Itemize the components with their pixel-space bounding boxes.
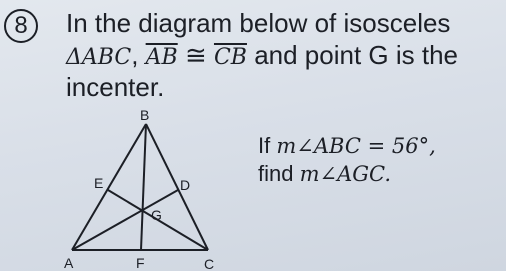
side-ab: [72, 124, 146, 250]
find-word: find: [258, 161, 294, 186]
bisector-bf: [141, 124, 146, 250]
problem-text-line-3: incenter.: [66, 72, 165, 102]
problem-text-line-2: ΔABC, $\overline{AB}$ ≅ $\overline{CB}$ and point G is the: [66, 40, 459, 70]
target-angle: m∠AGC.: [299, 162, 392, 186]
question-line-2: [258, 160, 391, 188]
triangle-name: ΔABC: [66, 45, 132, 70]
label-d: D: [180, 177, 191, 193]
problem-number: 8: [14, 12, 28, 39]
label-a: A: [64, 255, 74, 271]
segment-ab: $\overline{AB}$: [145, 45, 178, 70]
label-f: F: [136, 255, 145, 271]
congruent-symbol: ≅: [184, 40, 207, 70]
line-2-tail: and point G is the: [254, 40, 459, 70]
label-b: B: [140, 107, 150, 123]
segment-cb: $\overline{CB}$: [213, 45, 247, 70]
label-e: E: [94, 175, 104, 191]
question-line-1: [258, 132, 436, 160]
given-angle: m∠ABC = 56°,: [276, 134, 436, 158]
problem-text-line-1: In the diagram below of isosceles: [66, 8, 451, 38]
bisector-ad: [72, 190, 178, 250]
if-word: If: [258, 133, 271, 158]
label-g: G: [151, 207, 162, 223]
label-c: C: [204, 256, 215, 271]
